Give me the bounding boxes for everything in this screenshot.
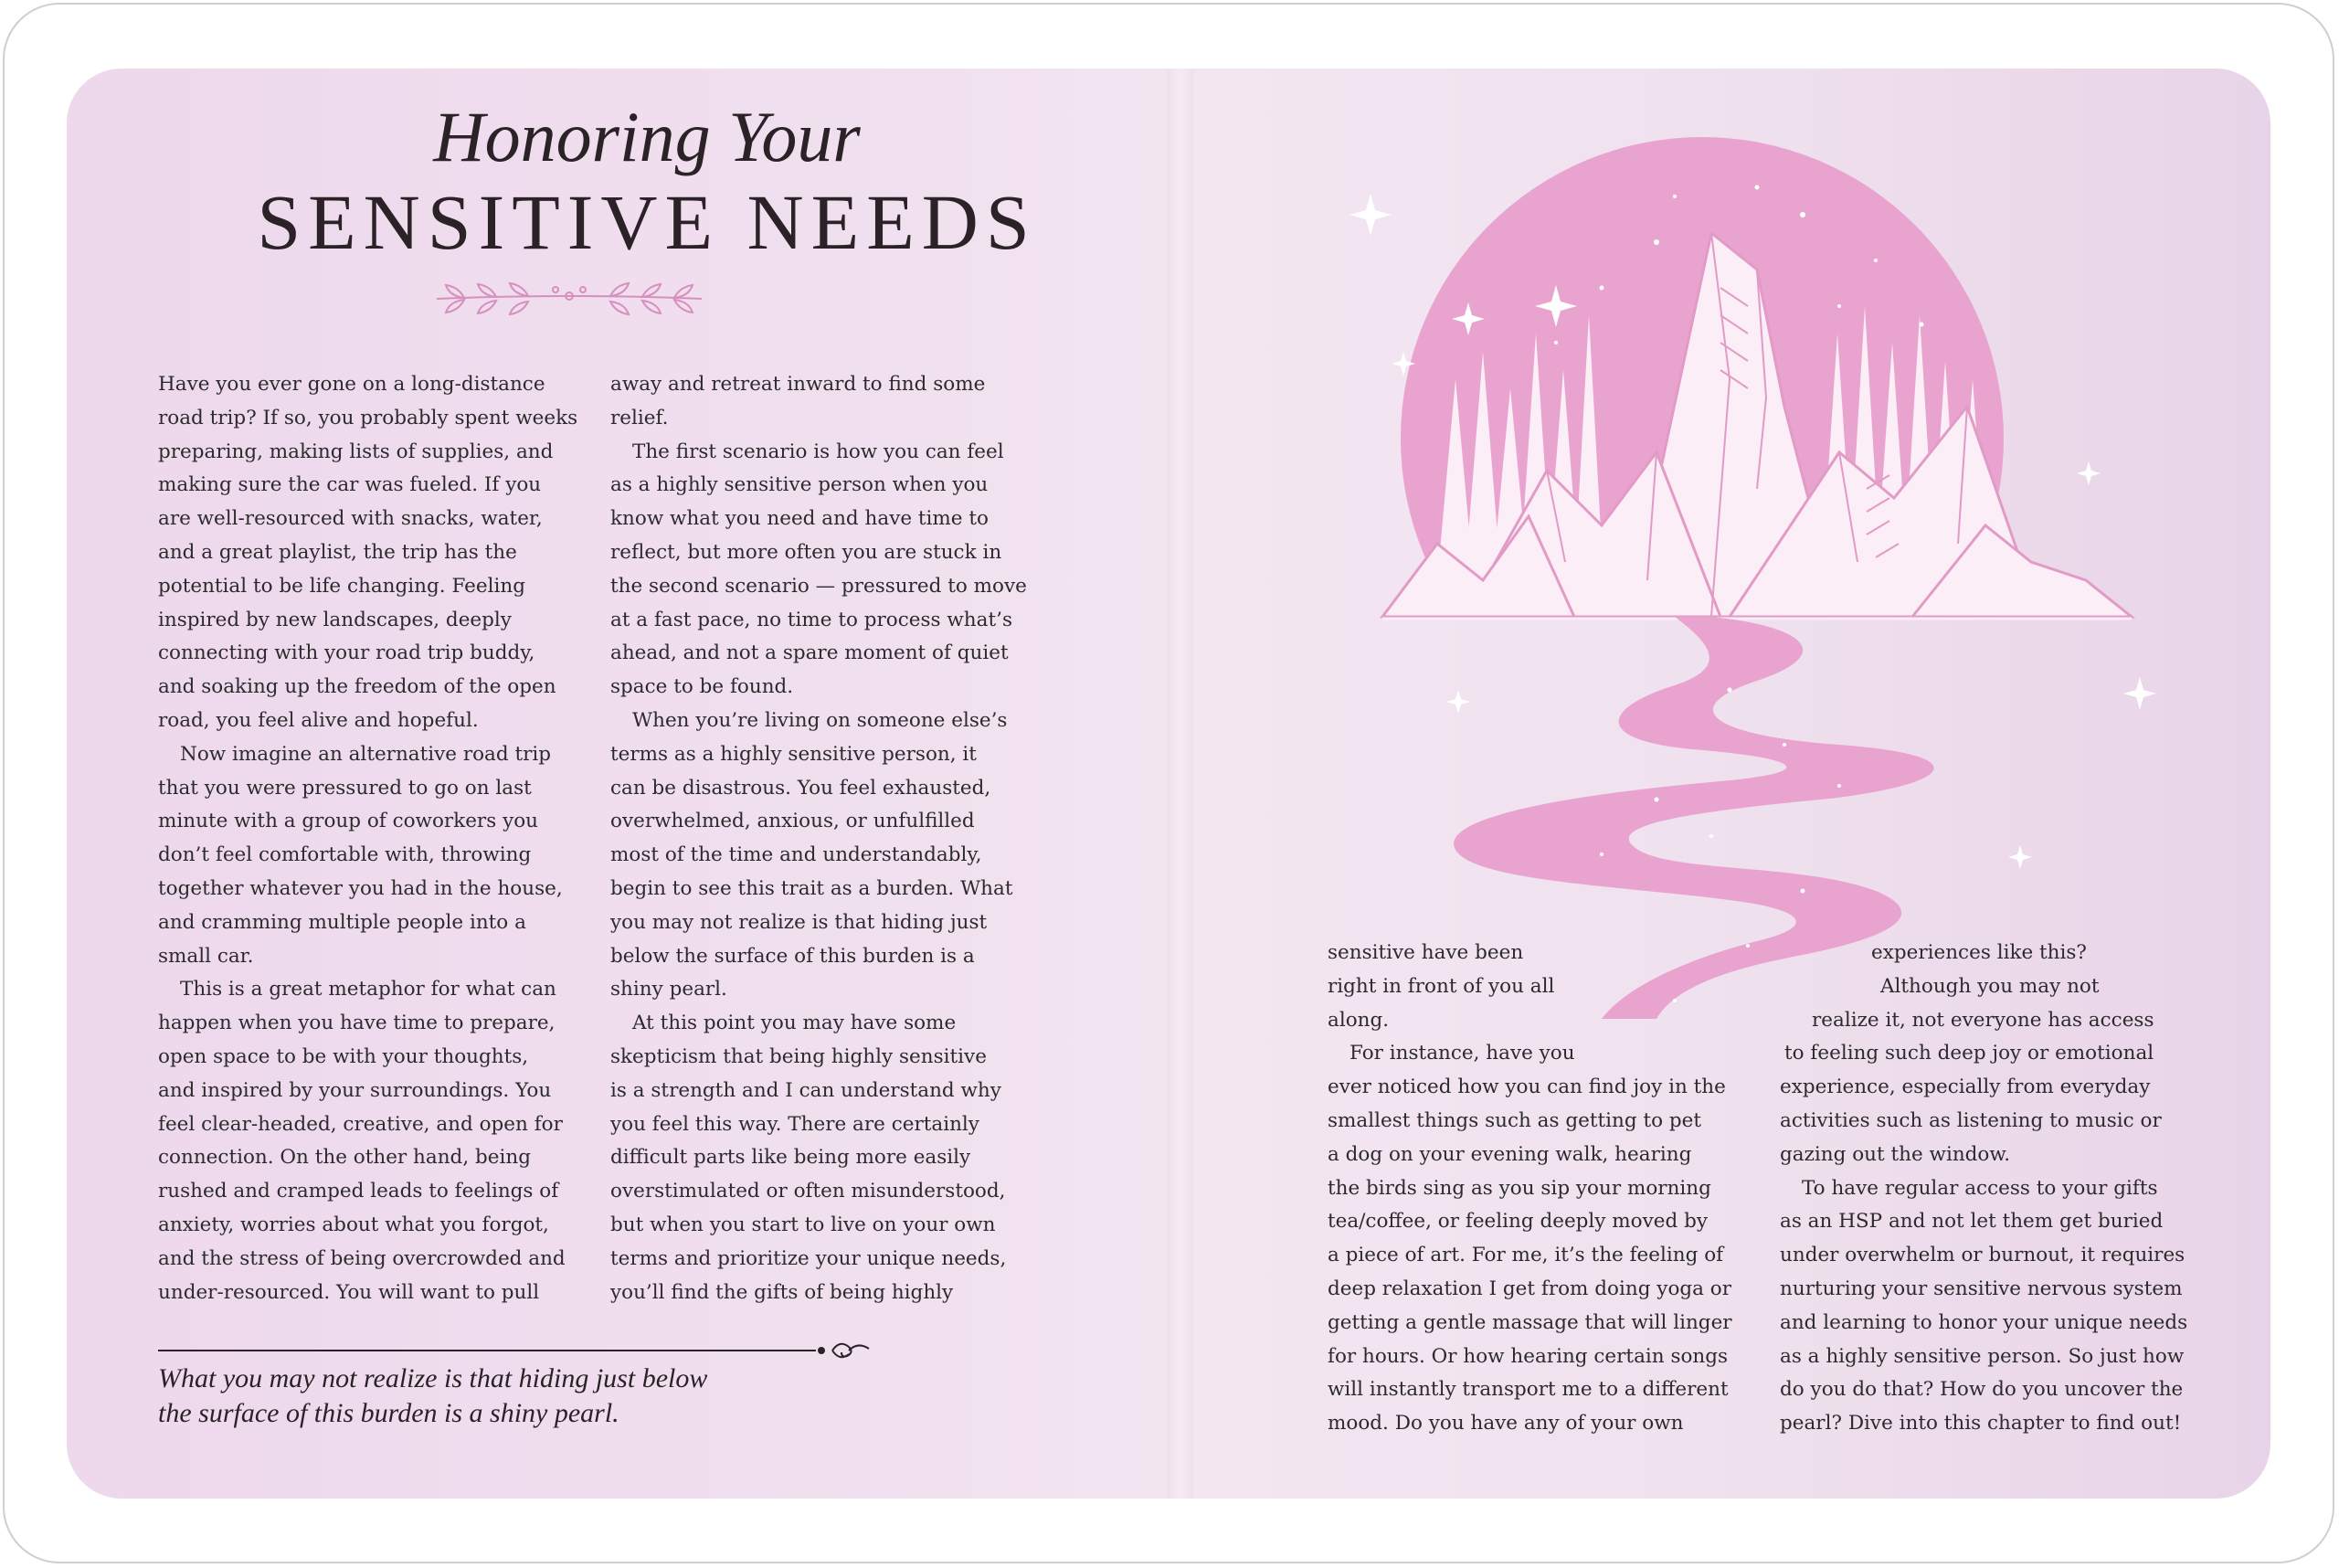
text-line: know what you need and have time to <box>610 507 989 531</box>
text-line: tea/coffee, or feeling deeply moved by <box>1328 1210 1708 1234</box>
text-line: and a great playlist, the trip has the <box>158 540 517 564</box>
text-line: rushed and cramped leads to feelings of <box>158 1180 559 1203</box>
text-line: difficult parts like being more easily <box>610 1146 971 1170</box>
text-line: you’ll find the gifts of being highly <box>610 1280 954 1304</box>
text-line: open space to be with your thoughts, <box>158 1044 529 1068</box>
text-line: for hours. Or how hearing certain songs <box>1328 1344 1729 1368</box>
text-line: experiences like this? <box>1871 941 2087 964</box>
text-line: At this point you may have some <box>632 1012 957 1035</box>
text-line: Have you ever gone on a long-distance <box>158 373 545 396</box>
text-line: road trip? If so, you probably spent weeks <box>158 406 578 429</box>
text-line: nurturing your sensitive nervous system <box>1780 1277 2183 1300</box>
text-line: and inspired by your surroundings. You <box>158 1078 552 1102</box>
text-line: as an HSP and not let them get buried <box>1780 1210 2164 1234</box>
text-line: that you were pressured to go on last <box>158 776 532 800</box>
text-line: the second scenario — pressured to move <box>610 574 1027 598</box>
text-line: small car. <box>158 944 254 968</box>
text-line: happen when you have time to prepare, <box>158 1012 556 1035</box>
text-line: overwhelmed, anxious, or unfulfilled <box>610 810 975 833</box>
text-line: feel clear-headed, creative, and open for <box>158 1112 563 1136</box>
text-line: together whatever you had in the house, <box>158 876 563 900</box>
mountain-river-moon-illustration-icon <box>1328 105 2241 1046</box>
text-line: activities such as listening to music or <box>1780 1108 2162 1132</box>
text-line: getting a gentle massage that will linger <box>1328 1310 1732 1334</box>
text-line: sensitive have been <box>1328 941 1524 964</box>
text-line: the birds sing as you sip your morning <box>1328 1176 1711 1200</box>
text-line: skepticism that being highly sensitive <box>610 1044 987 1068</box>
text-line: gazing out the window. <box>1780 1142 2011 1166</box>
text-line: as a highly sensitive person. So just how <box>1780 1344 2185 1368</box>
pull-quote-line-2: the surface of this burden is a shiny pearl. <box>158 1398 619 1428</box>
text-line: relief. <box>610 406 669 429</box>
text-line: This is a great metaphor for what can <box>180 978 556 1001</box>
text-line: overstimulated or often misunderstood, <box>610 1180 1006 1203</box>
text-line: connecting with your road trip buddy, <box>158 641 535 665</box>
text-line: For instance, have you <box>1349 1042 1575 1065</box>
laurel-ornament-icon <box>428 271 711 326</box>
text-line: is a strength and I can understand why <box>610 1078 1001 1102</box>
text-line: When you’re living on someone else’s <box>632 708 1008 732</box>
text-line: ahead, and not a spare moment of quiet <box>610 641 1009 665</box>
text-line: smallest things such as getting to pet <box>1328 1108 1701 1132</box>
pull-quote-line-1: What you may not realize is that hiding just below <box>158 1363 708 1393</box>
text-line: and cramming multiple people into a <box>158 910 526 934</box>
text-line: below the surface of this burden is a <box>610 944 975 968</box>
text-line: under overwhelm or burnout, it requires <box>1780 1244 2186 1267</box>
text-column-1 <box>158 368 577 1309</box>
text-line: don’t feel comfortable with, throwing <box>158 843 532 867</box>
text-line: and learning to honor your unique needs <box>1780 1310 2188 1334</box>
text-line: but when you start to live on your own <box>610 1213 996 1236</box>
text-line: making sure the car was fueled. If you <box>158 473 542 497</box>
text-line: minute with a group of coworkers you <box>158 810 539 833</box>
text-line: begin to see this trait as a burden. What <box>610 876 1013 900</box>
title-caps-line: SENSITIVE NEEDS <box>257 178 1037 266</box>
text-line: ever noticed how you can find joy in the <box>1328 1075 1726 1099</box>
text-line: terms as a highly sensitive person, it <box>610 742 977 766</box>
text-line: right in front of you all <box>1328 974 1555 998</box>
book-spread <box>67 69 2270 1499</box>
text-line: as a highly sensitive person when you <box>610 473 989 497</box>
text-line: a dog on your evening walk, hearing <box>1328 1142 1692 1166</box>
text-line: To have regular access to your gifts <box>1802 1176 2158 1200</box>
text-line: Although you may not <box>1880 974 2100 998</box>
text-line: The first scenario is how you can feel <box>632 440 1004 463</box>
text-line: shiny pearl. <box>610 978 727 1001</box>
text-line: inspired by new landscapes, deeply <box>158 608 512 631</box>
pull-quote <box>158 1361 707 1431</box>
text-line: away and retreat inward to find some <box>610 373 986 396</box>
pull-quote-rule-ornament-icon <box>158 1339 880 1362</box>
text-line: Now imagine an alternative road trip <box>180 742 552 766</box>
text-line: can be disastrous. You feel exhausted, <box>610 776 991 800</box>
text-line: a piece of art. For me, it’s the feeling of <box>1328 1244 1724 1267</box>
text-line: and soaking up the freedom of the open <box>158 675 556 699</box>
text-line: space to be found. <box>610 675 794 699</box>
text-line: under-resourced. You will want to pull <box>158 1280 540 1304</box>
text-line: to feeling such deep joy or emotional <box>1784 1042 2154 1065</box>
title-script-line: Honoring Your <box>433 97 861 176</box>
text-line: connection. On the other hand, being <box>158 1146 531 1170</box>
text-line: you may not realize is that hiding just <box>610 910 988 934</box>
text-line: mood. Do you have any of your own <box>1328 1412 1684 1436</box>
text-line: realize it, not everyone has access <box>1812 1008 2154 1032</box>
text-line: potential to be life changing. Feeling <box>158 574 525 598</box>
text-line: most of the time and understandably, <box>610 843 982 867</box>
text-line: will instantly transport me to a different <box>1328 1378 1729 1402</box>
text-line: along. <box>1328 1008 1390 1032</box>
text-line: do you do that? How do you uncover the <box>1780 1378 2184 1402</box>
text-line: reflect, but more often you are stuck in <box>610 540 1002 564</box>
text-line: preparing, making lists of supplies, and <box>158 440 554 463</box>
text-line: and the stress of being overcrowded and <box>158 1246 566 1270</box>
text-line: are well-resourced with snacks, water, <box>158 507 543 531</box>
text-line: terms and prioritize your unique needs, <box>610 1246 1007 1270</box>
text-line: anxiety, worries about what you forgot, <box>158 1213 549 1236</box>
text-line: road, you feel alive and hopeful. <box>158 708 479 732</box>
text-line: pearl? Dive into this chapter to find out! <box>1780 1412 2182 1436</box>
text-line: experience, especially from everyday <box>1780 1075 2151 1099</box>
text-line: deep relaxation I get from doing yoga or <box>1328 1277 1732 1300</box>
text-line: at a fast pace, no time to process what’s <box>610 608 1012 631</box>
text-line: you feel this way. There are certainly <box>610 1112 979 1136</box>
text-column-2 <box>610 368 1027 1309</box>
